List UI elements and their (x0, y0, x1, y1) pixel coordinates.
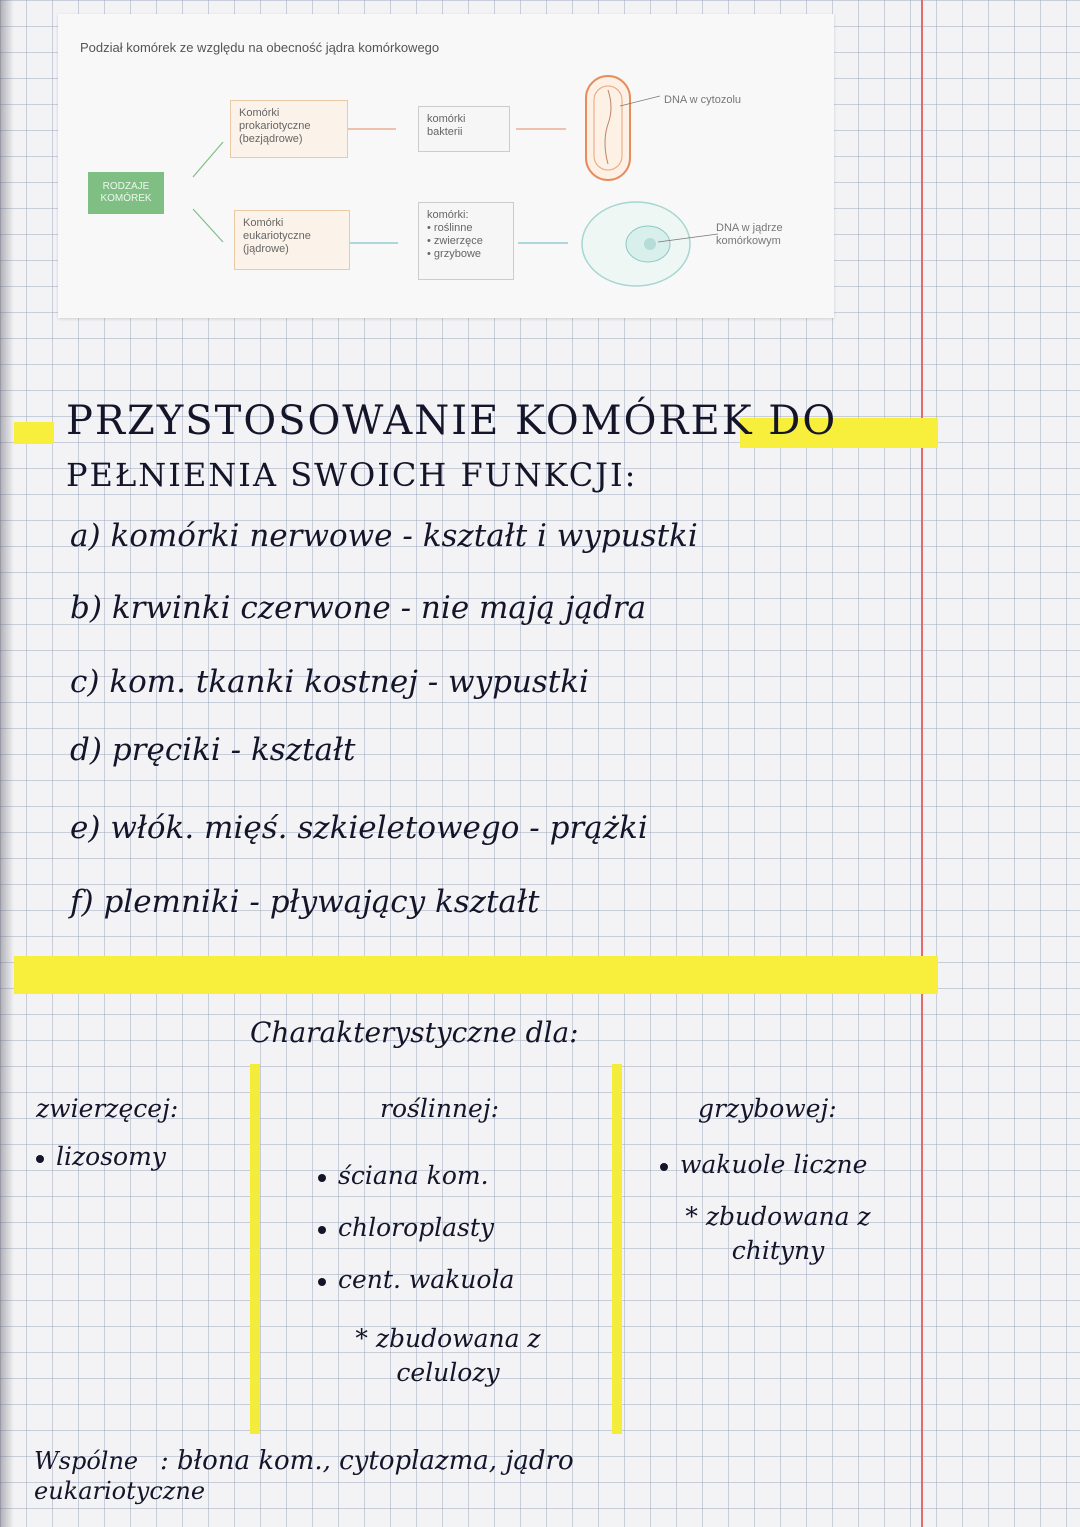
cell-types-box: RODZAJE KOMÓREK (88, 172, 164, 214)
bacteria-box: komórki bakterii (418, 106, 510, 152)
animal-title: zwierzęcej: (36, 1094, 179, 1123)
dna-nucleus-label: DNA w jądrze komórkowym (716, 222, 783, 247)
characteristics-heading: Charakterystyczne dla: (250, 1016, 579, 1049)
fungal-title: grzybowej: (698, 1094, 837, 1123)
adaptation-item: a) komórki nerwowe - kształt i wypustki (70, 518, 698, 554)
list-item: lizosomy (36, 1142, 166, 1171)
column-divider-highlight (250, 1064, 260, 1434)
common-label: Wspólne eukariotyczne (34, 1447, 206, 1505)
page-edge-shadow (0, 0, 14, 1527)
adaptation-item: d) pręciki - kształt (70, 732, 356, 768)
adaptation-item: b) krwinki czerwone - nie mają jądra (70, 590, 647, 626)
eukaryotic-box: Komórki eukariotyczne (jądrowe) (234, 210, 350, 270)
highlight-strip (14, 422, 54, 444)
fungal-note: * zbudowana z chityny (685, 1202, 871, 1265)
plant-note: * zbudowana z celulozy (355, 1324, 541, 1387)
common-value: : błona kom., cytoplazma, jądro (160, 1446, 574, 1476)
column-divider-highlight (612, 1064, 622, 1434)
list-item: chloroplasty (318, 1202, 514, 1254)
diagram-title: Podział komórek ze względu na obecność jądra komórkowego (80, 40, 440, 55)
eukaryotic-cell-drawing (582, 202, 718, 286)
margin-line (921, 0, 923, 1527)
euk-example-item: • zwierzęce (427, 235, 483, 247)
list-item: ściana kom. (318, 1150, 514, 1202)
euk-example-item: • roślinne (427, 222, 473, 234)
adaptation-item: c) kom. tkanki kostnej - wypustki (70, 664, 589, 700)
highlight-band (14, 956, 938, 994)
euk-example-item: • grzybowe (427, 248, 481, 260)
fungal-list (660, 1150, 867, 1179)
connector-pro (193, 142, 223, 177)
prokaryotic-box: Komórki prokariotyczne (bezjądrowe) (230, 100, 348, 158)
connector-euk (193, 209, 223, 242)
plant-list (318, 1150, 514, 1306)
euk-examples-box (418, 202, 514, 280)
animal-list (36, 1142, 166, 1171)
euk-examples-head: komórki: (427, 209, 469, 221)
list-item: wakuole liczne (660, 1150, 867, 1179)
notes-title-line2: PEŁNIENIA SWOICH FUNKCJI: (66, 456, 638, 494)
diagram-card (58, 14, 834, 318)
adaptation-item: f) plemniki - pływający kształt (70, 884, 540, 920)
bacteria-cell-drawing (586, 76, 660, 180)
notes-title-line1: PRZYSTOSOWANIE KOMÓREK DO (66, 398, 838, 444)
dna-cytosol-label: DNA w cytozolu (664, 94, 742, 106)
list-item: cent. wakuola (318, 1254, 514, 1306)
plant-title: roślinnej: (380, 1094, 499, 1123)
adaptation-item: e) włók. mięś. szkieletowego - prążki (70, 810, 648, 846)
